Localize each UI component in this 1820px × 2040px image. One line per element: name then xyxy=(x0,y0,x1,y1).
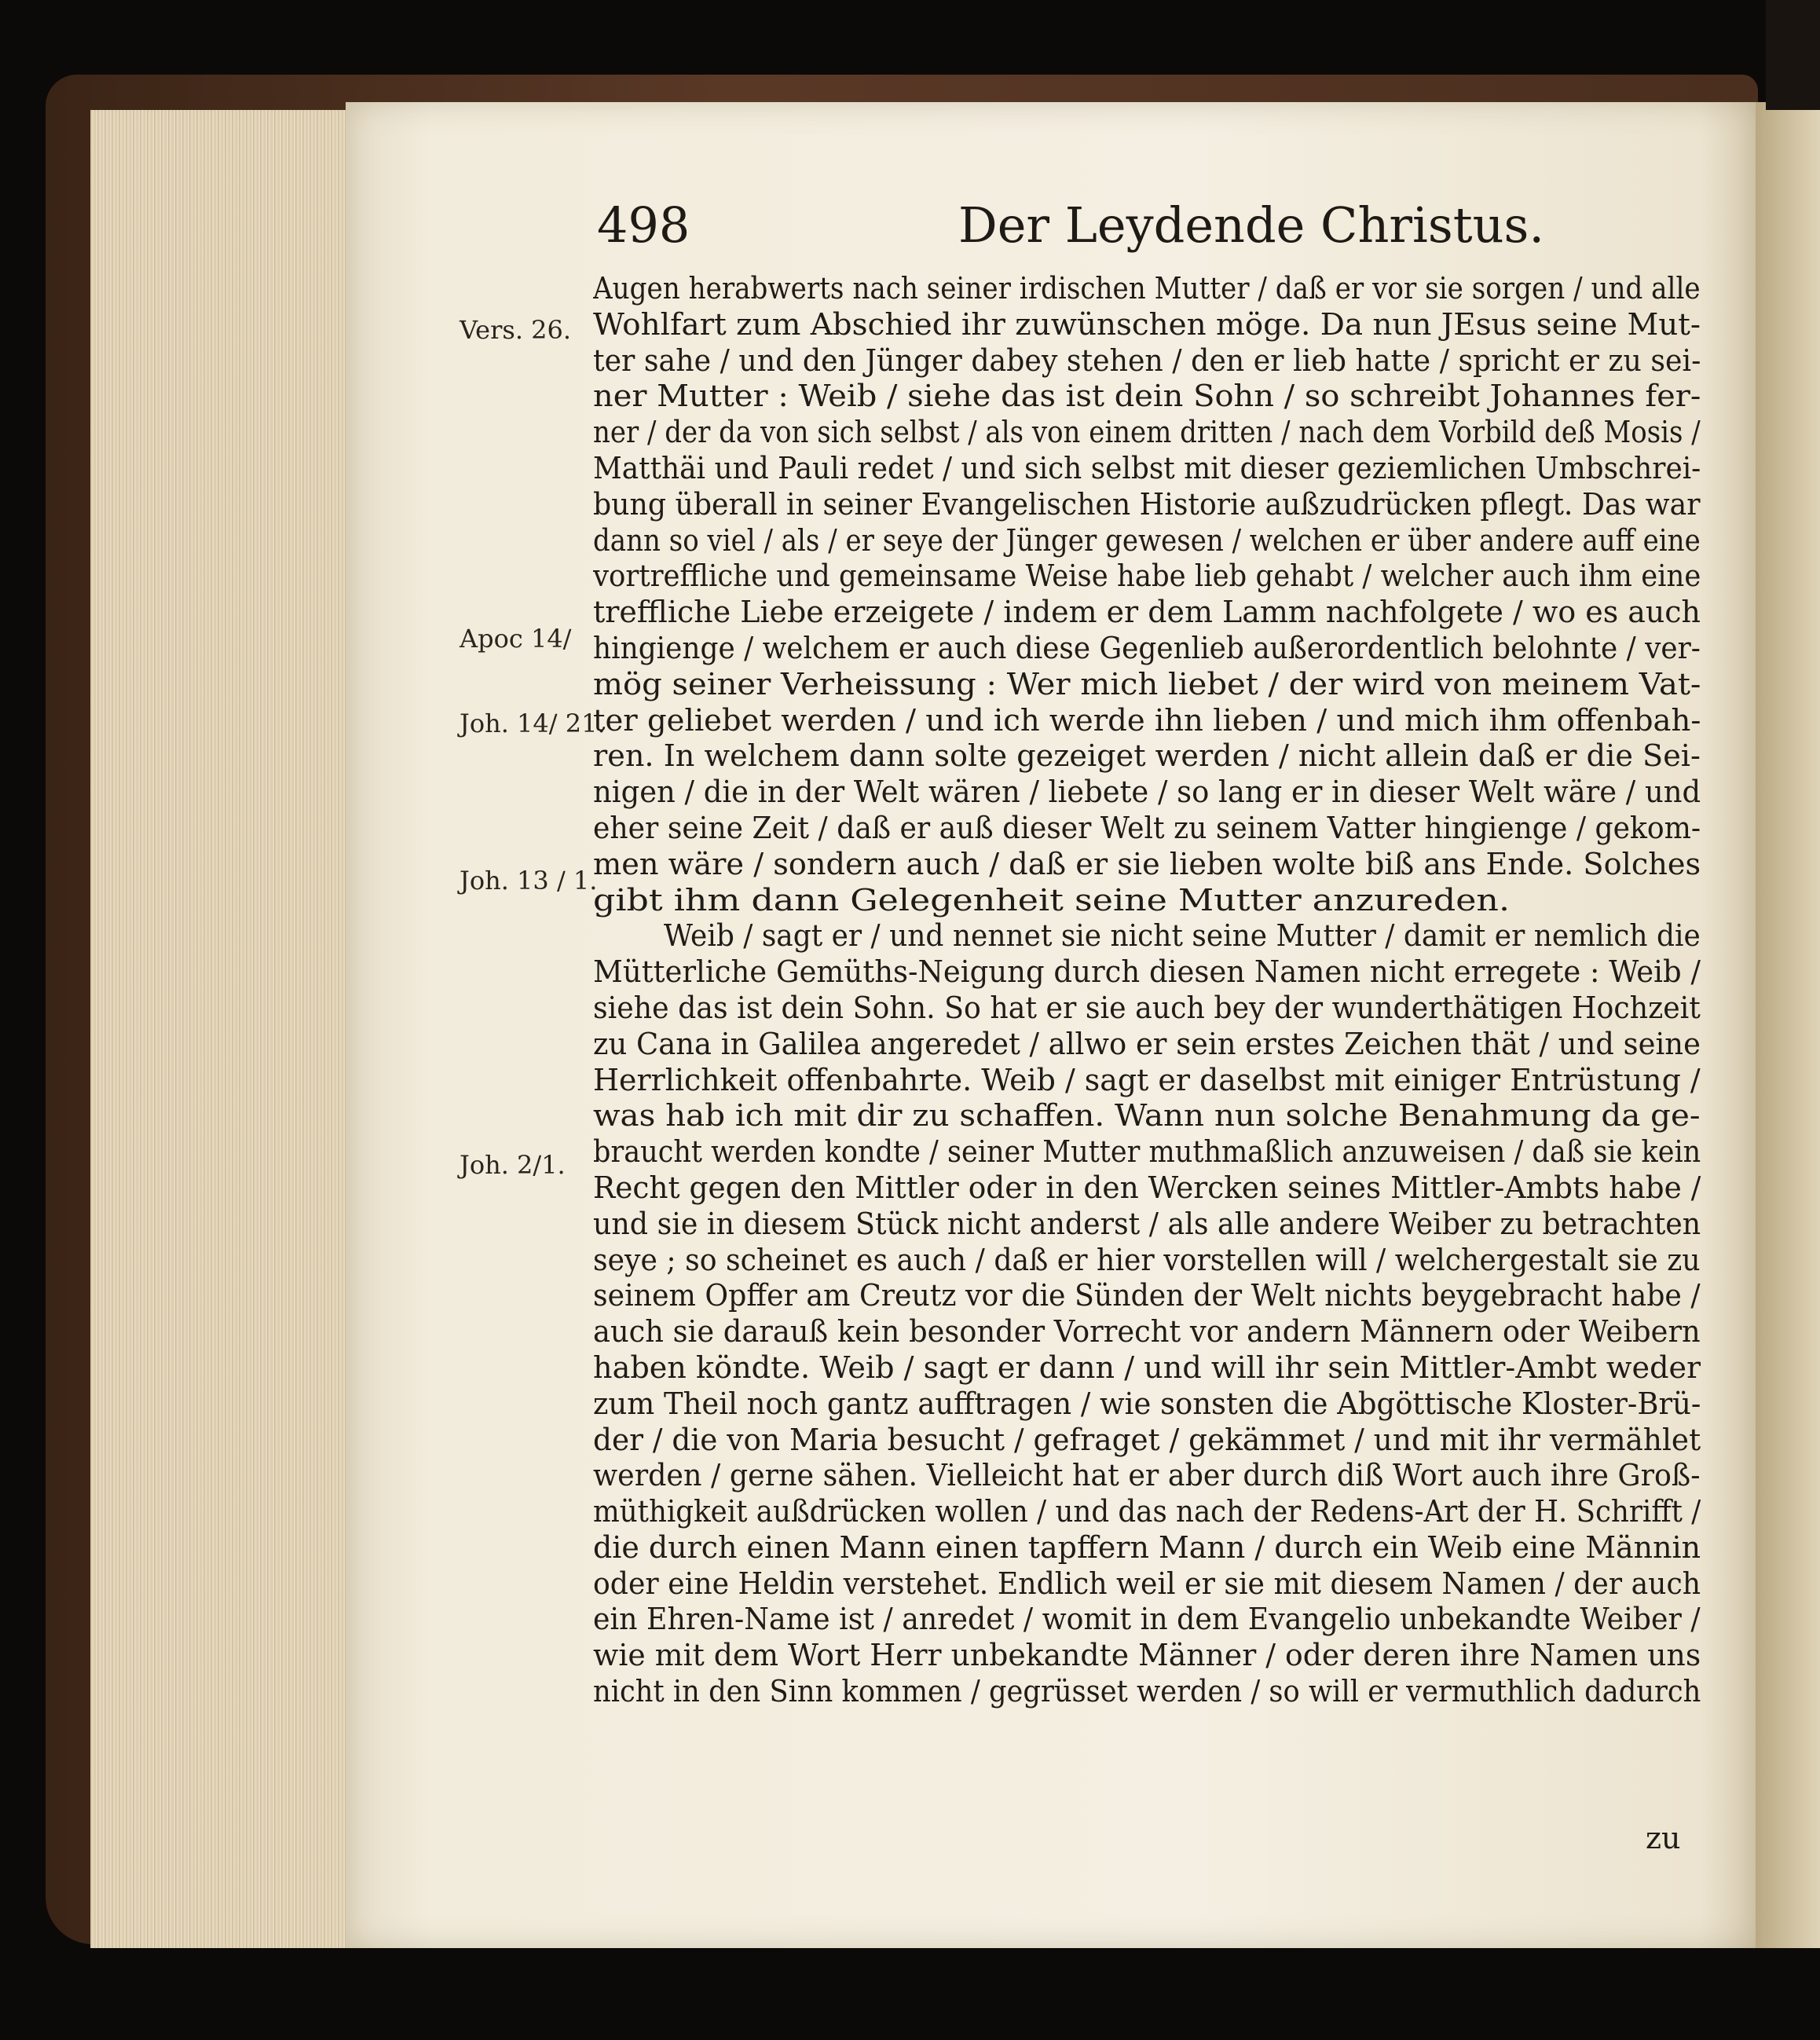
text-line: müthigkeit außdrücken wollen / und das nach der Redens-Art der H. Schrifft / xyxy=(593,1494,1701,1530)
margin-note: Vers. 26. xyxy=(460,315,572,345)
text-line: und sie in diesem Stück nicht anderst / als alle andere Weiber zu betrachten xyxy=(593,1206,1701,1242)
margin-note: Joh. 13 / 1. xyxy=(460,866,598,895)
text-line: wie mit dem Wort Herr unbekandte Männer / oder deren ihre Namen uns xyxy=(593,1638,1701,1674)
text-line: Matthäi und Pauli redet / und sich selbst mit dieser geziemlichen Umbschrei- xyxy=(593,450,1701,486)
text-line: men wäre / sondern auch / daß er sie lieben wolte biß ans Ende. Solches xyxy=(593,846,1701,882)
text-line: braucht werden kondte / seiner Mutter muthmaßlich anzuweisen / daß sie kein xyxy=(593,1134,1701,1170)
text-line: Recht gegen den Mittler oder in den Wercken seines Mittler-Ambts habe / xyxy=(593,1170,1701,1206)
text-line: ein Ehren-Name ist / anredet / womit in dem Evangelio unbekandte Weiber / xyxy=(593,1602,1701,1638)
running-title: Der Leydende Christus. xyxy=(958,196,1545,254)
margin-note: Joh. 14/ 21. xyxy=(460,709,606,738)
page-number: 498 xyxy=(597,196,690,254)
text-line: Weib / sagt er / und nennet sie nicht seine Mutter / damit er nemlich die xyxy=(664,918,1701,954)
text-line: ren. In welchem dann solte gezeiget werden / nicht allein daß er die Sei- xyxy=(593,738,1701,775)
page-edges xyxy=(90,110,351,1948)
text-line: die durch einen Mann einen tapffern Mann / durch ein Weib eine Männin xyxy=(593,1529,1701,1566)
page-header xyxy=(597,196,1697,267)
text-line: ner / der da von sich selbst / als von einem dritten / nach dem Vorbild deß Mosis / xyxy=(593,415,1701,451)
text-line: siehe das ist dein Sohn. So hat er sie auch bey der wunderthätigen Hochzeit xyxy=(593,990,1701,1026)
text-line: mög seiner Verheissung : Wer mich liebet / der wird von meinem Vat- xyxy=(593,666,1701,702)
margin-note: Apoc 14/ xyxy=(460,624,572,654)
text-line: zu Cana in Galilea angeredet / allwo er sein erstes Zeichen thät / und seine xyxy=(593,1026,1701,1062)
body-text xyxy=(593,271,1701,1710)
text-line: Mütterliche Gemüths-Neigung durch diesen Namen nicht erregete : Weib / xyxy=(593,954,1701,991)
background-strip xyxy=(1766,0,1820,110)
text-line: haben köndte. Weib / sagt er dann / und will ihr sein Mittler-Ambt weder xyxy=(593,1350,1701,1386)
text-line: treffliche Liebe erzeigete / indem er dem Lamm nachfolgete / wo es auch xyxy=(593,595,1701,631)
text-line: zum Theil noch gantz aufftragen / wie sonsten die Abgöttische Kloster-Brü- xyxy=(593,1386,1701,1422)
text-line: werden / gerne sähen. Vielleicht hat er aber durch diß Wort auch ihre Groß- xyxy=(593,1458,1701,1494)
text-line: ter sahe / und den Jünger dabey stehen / den er lieb hatte / spricht er zu sei- xyxy=(593,342,1701,379)
text-line: bung überall in seiner Evangelischen Historie außzudrücken pflegt. Das war xyxy=(593,486,1701,522)
facing-page-edge xyxy=(1756,102,1820,1948)
text-line: nigen / die in der Welt wären / liebete / so lang er in dieser Welt wäre / und xyxy=(593,775,1701,811)
text-line: dann so viel / als / er seye der Jünger gewesen / welchen er über andere auff eine xyxy=(593,522,1701,559)
text-line: hingienge / welchem er auch diese Gegenlieb außerordentlich belohnte / ver- xyxy=(593,630,1701,666)
catchword: zu xyxy=(1646,1821,1681,1855)
margin-note: Joh. 2/1. xyxy=(460,1150,566,1180)
text-line: seye ; so scheinet es auch / daß er hier vorstellen will / welchergestalt sie zu xyxy=(593,1242,1701,1278)
text-line: der / die von Maria besucht / gefraget / gekämmet / und mit ihr vermählet xyxy=(593,1422,1701,1458)
text-line: was hab ich mit dir zu schaffen. Wann nun solche Benahmung da ge- xyxy=(593,1098,1701,1134)
text-line: oder eine Heldin verstehet. Endlich weil er sie mit diesem Namen / der auch xyxy=(593,1566,1701,1602)
text-line: eher seine Zeit / daß er auß dieser Welt zu seinem Vatter hingienge / gekom- xyxy=(593,810,1701,846)
text-line: vortreffliche und gemeinsame Weise habe lieb gehabt / welcher auch ihm eine xyxy=(593,559,1701,595)
text-line: Herrlichkeit offenbahrte. Weib / sagt er daselbst mit einiger Entrüstung / xyxy=(593,1062,1701,1098)
text-line: seinem Opffer am Creutz vor die Sünden der Welt nichts beygebracht habe / xyxy=(593,1278,1701,1314)
text-line: Augen herabwerts nach seiner irdischen Mutter / daß er vor sie sorgen / und alle xyxy=(593,271,1701,306)
text-line: gibt ihm dann Gelegenheit seine Mutter anzureden. xyxy=(593,882,1511,918)
text-line: ter geliebet werden / und ich werde ihn lieben / und mich ihm offenbah- xyxy=(593,702,1701,738)
text-line: auch sie darauß kein besonder Vorrecht vor andern Männern oder Weibern xyxy=(593,1314,1701,1350)
text-line: ner Mutter : Weib / siehe das ist dein Sohn / so schreibt Johannes fer- xyxy=(593,379,1701,415)
text-line: Wohlfart zum Abschied ihr zuwünschen möge. Da nun JEsus seine Mut- xyxy=(593,306,1701,342)
text-line: nicht in den Sinn kommen / gegrüsset werden / so will er vermuthlich dadurch xyxy=(593,1674,1701,1710)
